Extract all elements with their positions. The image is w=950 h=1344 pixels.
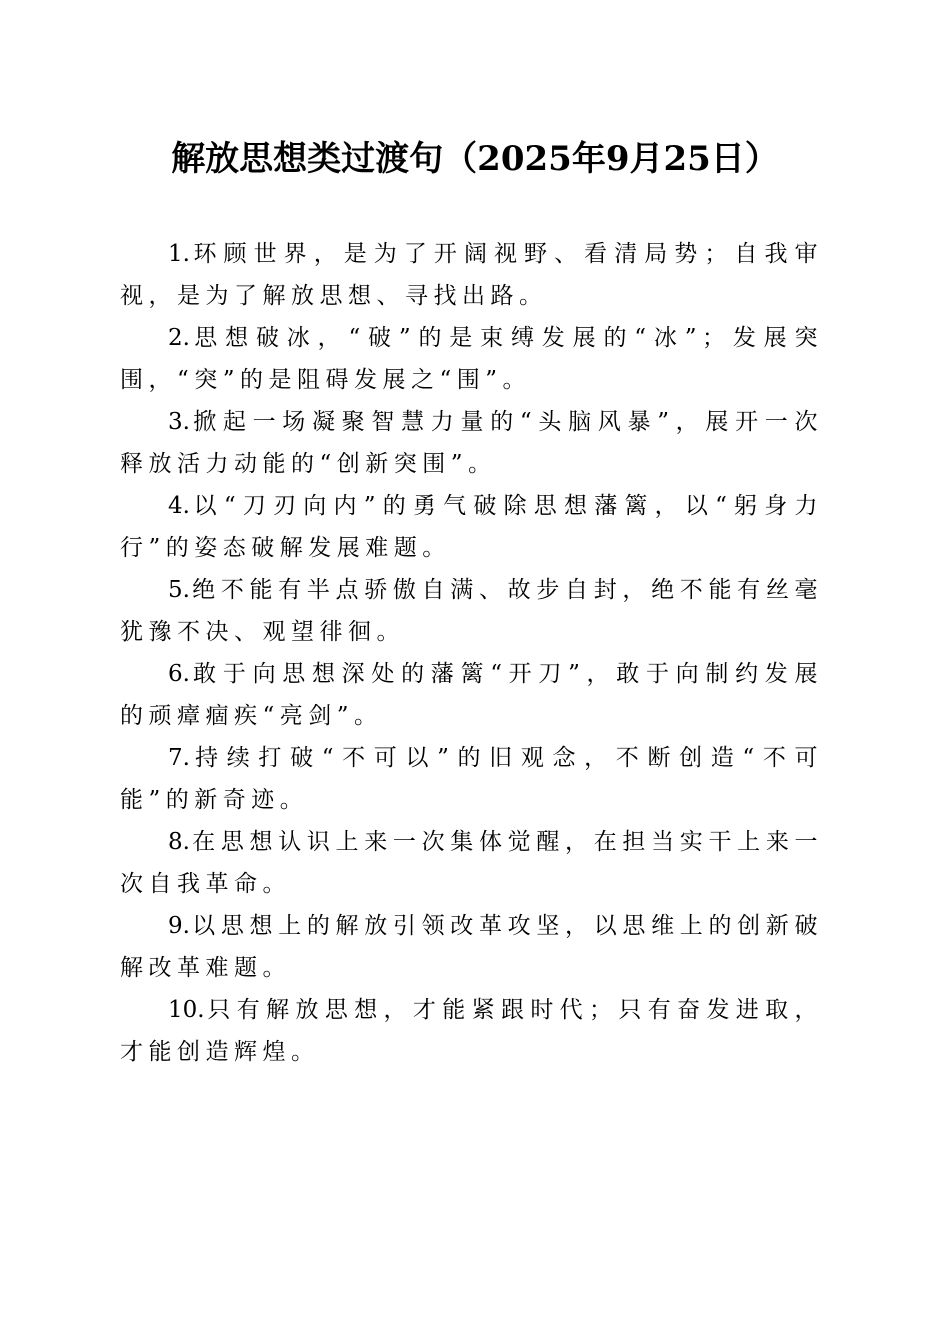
item-number: 2.: [168, 325, 190, 351]
item-number: 3.: [168, 409, 190, 435]
item-number: 10.: [168, 997, 205, 1023]
item-number: 7.: [168, 745, 190, 771]
list-item: [120, 485, 823, 569]
item-text: 只有解放思想，才能紧跟时代；只有奋发进取，才能创造辉煌。: [120, 997, 823, 1065]
item-text: 以思想上的解放引领改革攻坚，以思维上的创新破解改革难题。: [120, 913, 823, 981]
list-item: [120, 317, 823, 401]
list-item: [120, 401, 823, 485]
item-number: 1.: [168, 241, 190, 267]
list-item: [120, 233, 823, 317]
item-text: 在思想认识上来一次集体觉醒，在担当实干上来一次自我革命。: [120, 829, 823, 897]
list-item: [120, 569, 823, 653]
item-number: 9.: [168, 913, 190, 939]
document-body: [120, 233, 823, 1073]
list-item: [120, 989, 823, 1073]
item-text: 环顾世界，是为了开阔视野、看清局势；自我审视，是为了解放思想、寻找出路。: [120, 241, 823, 309]
item-number: 5.: [168, 577, 190, 603]
list-item: [120, 821, 823, 905]
list-item: [120, 653, 823, 737]
item-number: 6.: [168, 661, 190, 687]
item-text: 掀起一场凝聚智慧力量的“头脑风暴”，展开一次释放活力动能的“创新突围”。: [120, 409, 823, 477]
item-number: 4.: [168, 493, 190, 519]
item-text: 思想破冰，“破”的是束缚发展的“冰”；发展突围，“突”的是阻碍发展之“围”。: [120, 325, 823, 393]
page-title: 解放思想类过渡句（2025年9月25日）: [171, 139, 779, 179]
item-text: 持续打破“不可以”的旧观念，不断创造“不可能”的新奇迹。: [120, 745, 823, 813]
list-item: [120, 737, 823, 821]
item-text: 绝不能有半点骄傲自满、故步自封，绝不能有丝毫犹豫不决、观望徘徊。: [120, 577, 823, 645]
item-text: 以“刀刃向内”的勇气破除思想藩篱，以“躬身力行”的姿态破解发展难题。: [120, 493, 823, 561]
item-text: 敢于向思想深处的藩篱“开刀”，敢于向制约发展的顽瘴痼疾“亮剑”。: [120, 661, 823, 729]
item-number: 8.: [168, 829, 190, 855]
list-item: [120, 905, 823, 989]
